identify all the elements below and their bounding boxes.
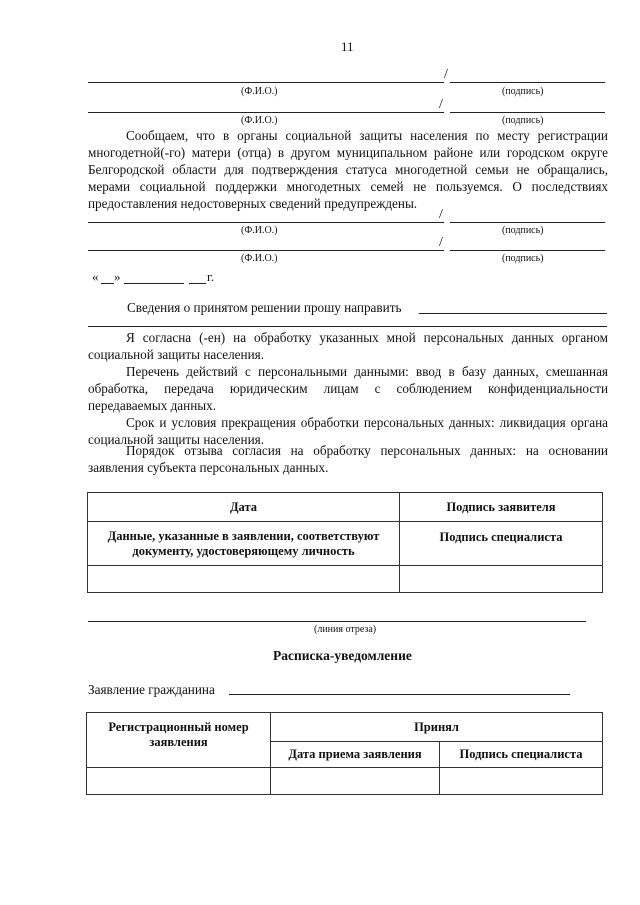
applicant-signature-header: Подпись заявителя (400, 493, 603, 522)
reg-number-cell[interactable] (87, 768, 271, 795)
specialist-signature-cell[interactable] (400, 566, 603, 593)
fio-label: (Ф.И.О.) (241, 115, 278, 126)
citizen-application-field[interactable] (229, 694, 570, 695)
consent-paragraph-1-text: Я согласна (-ен) на обработку указанных мной персональных данных органом социальной защиты населения. (88, 330, 608, 362)
signature-line[interactable] (450, 112, 605, 113)
consent-paragraph-2-text: Перечень действий с персональными данными: ввод в базу данных, смешанная обработка, передача юридическим лицам с соблюдением конфиденциальности передаваемых данных. (88, 364, 608, 413)
day-field[interactable] (101, 283, 114, 284)
slash-separator: / (439, 235, 443, 250)
signature-label: (подпись) (502, 253, 544, 264)
consent-paragraph-4-text: Порядок отзыва согласия на обработку персональных данных: на основании заявления субъекта персональных данных. (88, 443, 608, 475)
receipt-title: Расписка-уведомление (273, 648, 412, 663)
receipt-date-cell[interactable] (271, 768, 440, 795)
consent-paragraph-4 (88, 442, 608, 476)
reg-number-header: Регистрационный номер заявления (87, 713, 271, 768)
year-suffix: г. (207, 269, 215, 284)
specialist-signature-cell-2[interactable] (440, 768, 603, 795)
signature-line[interactable] (450, 250, 605, 251)
fio-line[interactable] (88, 222, 444, 223)
fio-label: (Ф.И.О.) (241, 86, 278, 97)
data-match-cell: Данные, указанные в заявлении, соответствуют документу, удостоверяющему личность (88, 522, 400, 566)
slash-separator: / (439, 207, 443, 222)
date-header: Дата (88, 493, 400, 522)
citizen-application-label: Заявление гражданина (88, 682, 215, 697)
signature-line[interactable] (450, 82, 605, 83)
consent-paragraph-2 (88, 363, 608, 414)
signature-label: (подпись) (502, 225, 544, 236)
specialist-signature-header: Подпись специалиста (400, 522, 603, 566)
decision-line-label: Сведения о принятом решении прошу направить (127, 300, 402, 315)
cut-line (88, 621, 586, 622)
accepted-header: Принял (271, 713, 603, 742)
slash-separator: / (439, 97, 443, 112)
main-paragraph (88, 127, 608, 212)
month-field[interactable] (124, 283, 184, 284)
slash-separator: / (444, 67, 448, 82)
signature-label: (подпись) (502, 115, 544, 126)
fio-label: (Ф.И.О.) (241, 253, 278, 264)
receipt-table (86, 712, 603, 795)
main-paragraph-text: Сообщаем, что в органы социальной защиты населения по месту регистрации многодетной(-го) матери (отца) в другом муниципальном районе или городском округе Белгородской области для подтверждения статуса многодетной семьи не обращались, мерами социальной поддержки многодетных семей не пользуемся. О последствиях предоставления недостоверных сведений предупреждены. (88, 128, 608, 211)
verification-table (87, 492, 603, 593)
consent-paragraph-3-text: Срок и условия прекращения обработки персональных данных: ликвидация органа социальной защиты населения. (88, 415, 608, 447)
data-match-value-cell[interactable] (88, 566, 400, 593)
fio-line[interactable] (88, 250, 444, 251)
cut-line-label: (линия отреза) (314, 624, 377, 635)
decision-address-field[interactable] (419, 313, 607, 314)
close-quote: » (114, 269, 121, 284)
decision-address-field-2[interactable] (88, 326, 607, 327)
signature-line[interactable] (450, 222, 605, 223)
fio-line[interactable] (88, 112, 444, 113)
receipt-date-header: Дата приема заявления (271, 742, 440, 768)
consent-paragraph-1 (88, 329, 608, 363)
fio-label: (Ф.И.О.) (241, 225, 278, 236)
signature-label: (подпись) (502, 86, 544, 97)
open-quote: « (92, 269, 99, 284)
page-number: 11 (341, 39, 354, 54)
fio-line[interactable] (88, 82, 444, 83)
specialist-signature-header-2: Подпись специалиста (440, 742, 603, 768)
year-field[interactable] (189, 283, 206, 284)
